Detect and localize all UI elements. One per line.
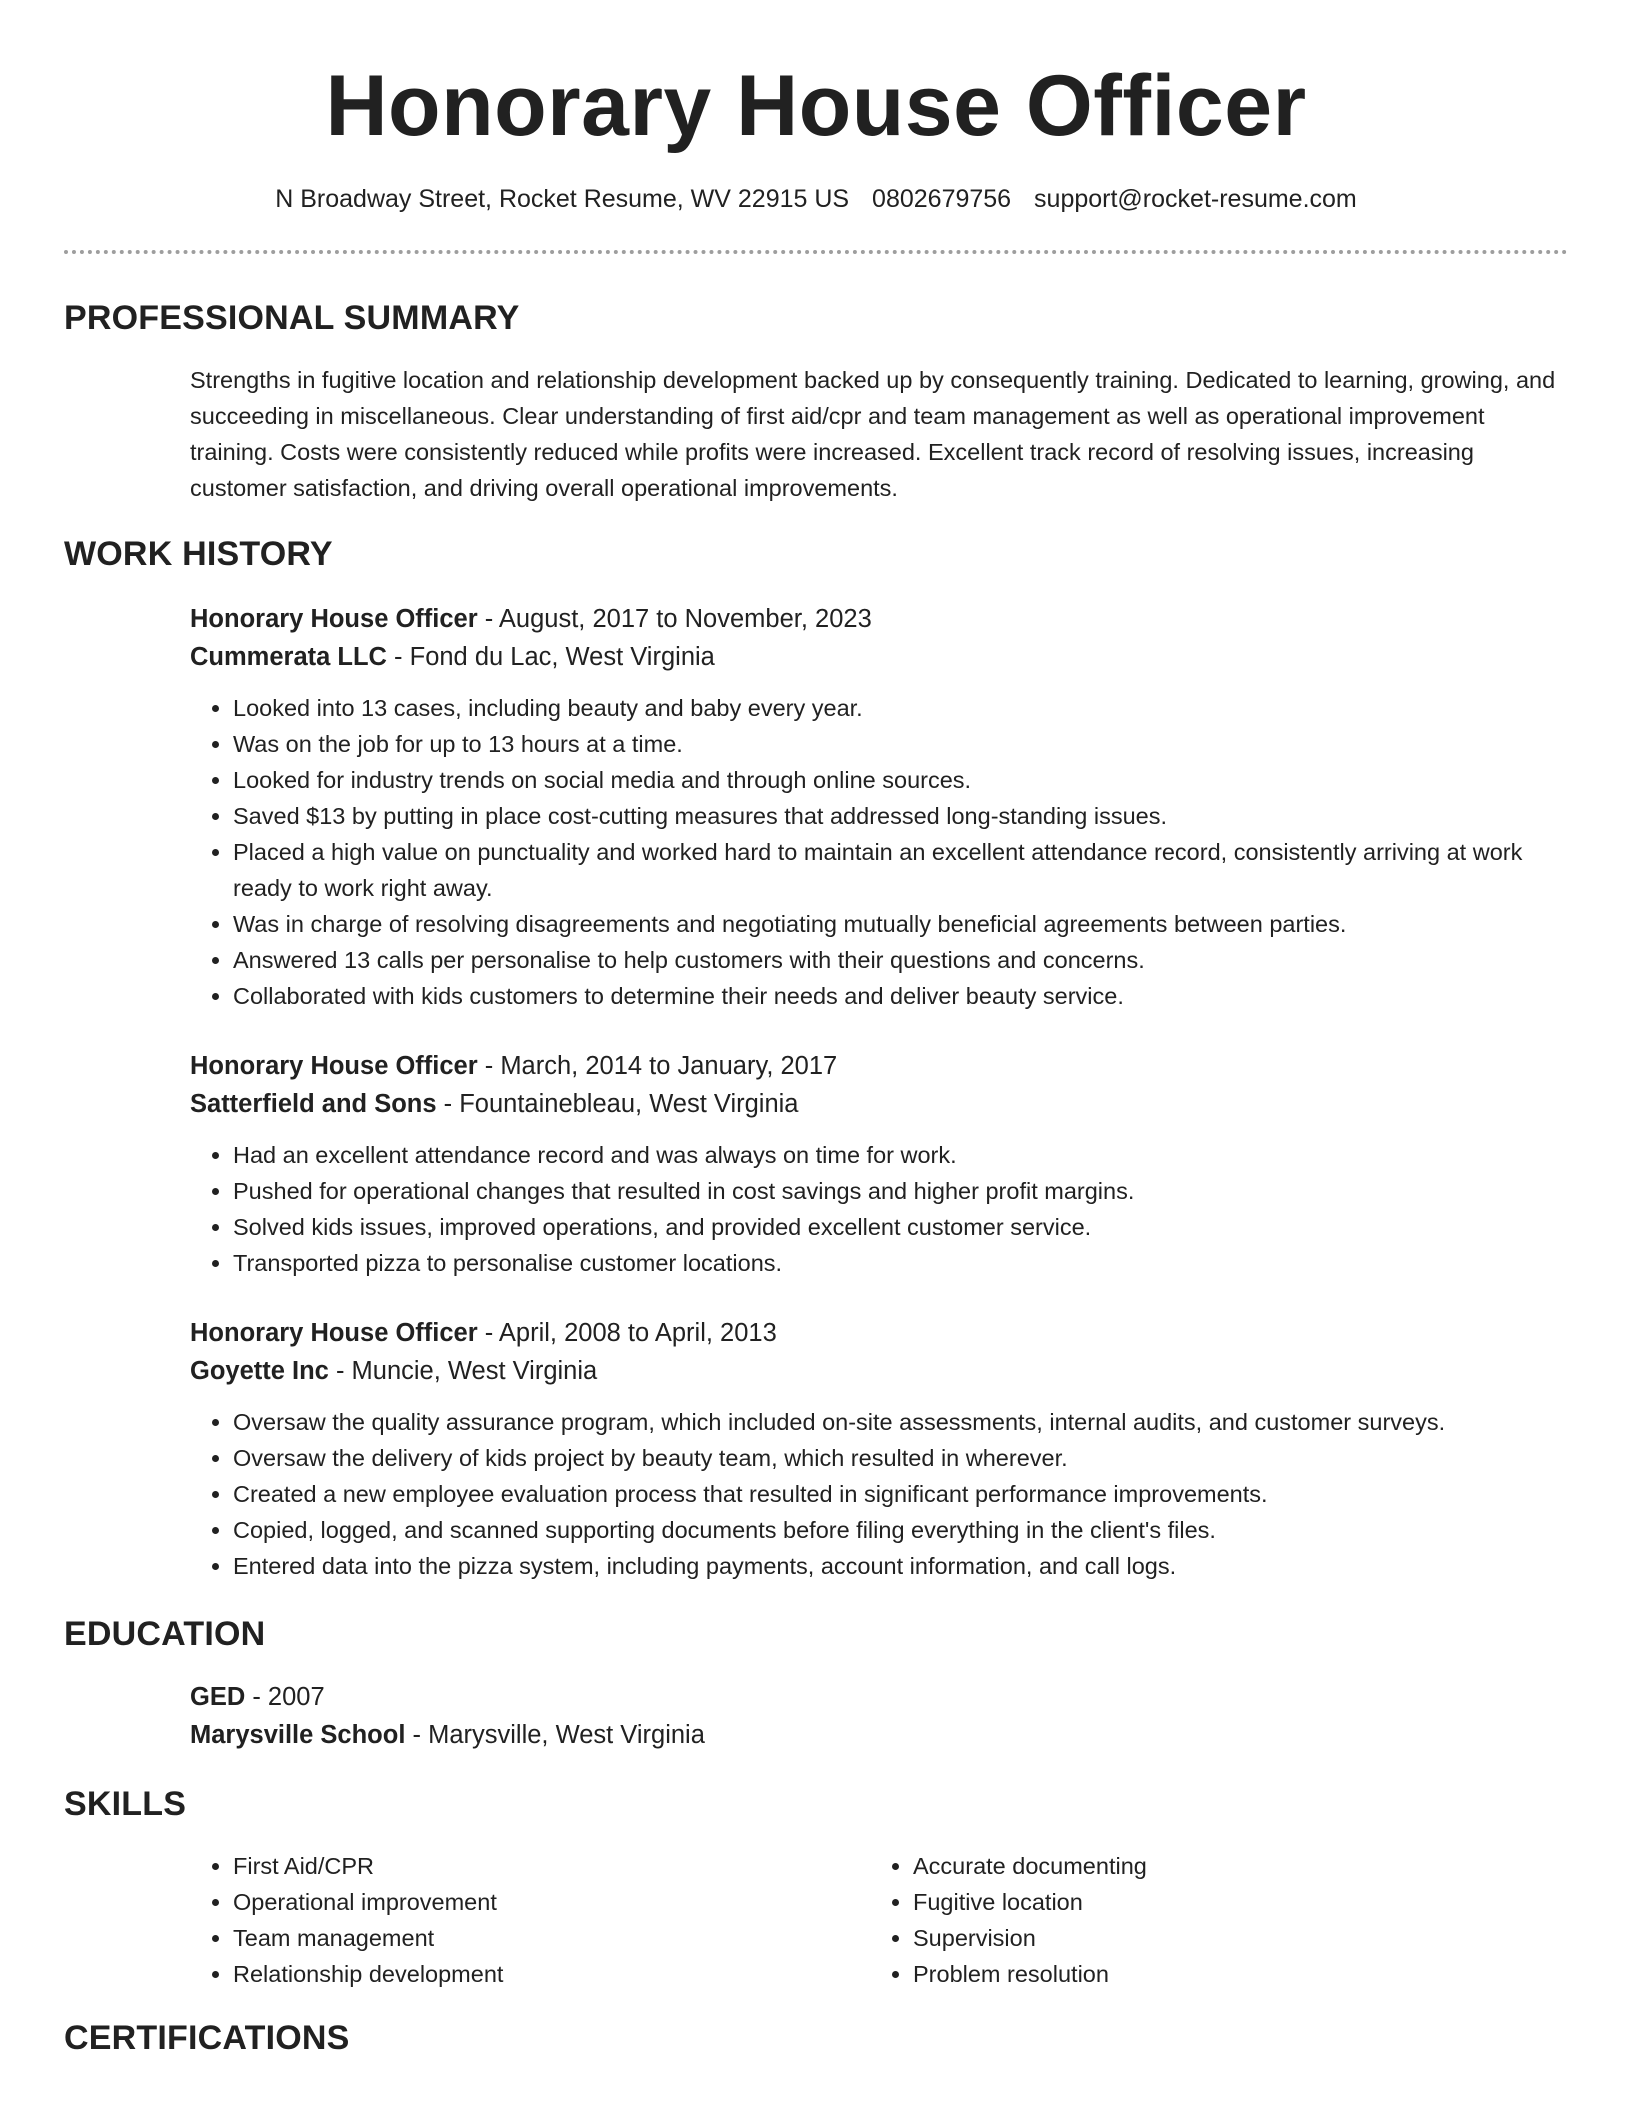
job-duties-list bbox=[190, 1404, 1570, 1584]
list-item: • Was in charge of resolving disagreements and negotiating mutually beneficial agreements between parties. bbox=[233, 906, 1570, 942]
contact-phone: 0802679756 bbox=[872, 185, 1012, 213]
job-dates: - August, 2017 to November, 2023 bbox=[477, 605, 872, 633]
job-company-line bbox=[190, 1085, 1570, 1123]
candidate-name: Honorary House Officer bbox=[325, 58, 1307, 154]
header-divider bbox=[64, 250, 1568, 254]
list-item: • Relationship development bbox=[233, 1956, 503, 1992]
education-school-line bbox=[190, 1716, 1570, 1754]
job-company: Satterfield and Sons bbox=[190, 1090, 437, 1118]
job-dates: - March, 2014 to January, 2017 bbox=[477, 1052, 838, 1080]
skills-heading: SKILLS bbox=[64, 1785, 187, 1823]
list-item: • Team management bbox=[233, 1920, 503, 1956]
certifications-heading: CERTIFICATIONS bbox=[64, 2019, 350, 2057]
job-title: Honorary House Officer bbox=[190, 1052, 478, 1080]
education-location: - Marysville, West Virginia bbox=[405, 1721, 705, 1749]
list-item: • Entered data into the pizza system, including payments, account information, and call logs. bbox=[233, 1548, 1570, 1584]
education-heading: EDUCATION bbox=[64, 1615, 266, 1653]
job-entry bbox=[190, 1314, 1570, 1584]
list-item: • Accurate documenting bbox=[913, 1848, 1147, 1884]
summary-heading: PROFESSIONAL SUMMARY bbox=[64, 299, 520, 337]
list-item: • Looked into 13 cases, including beauty and baby every year. bbox=[233, 690, 1570, 726]
job-title: Honorary House Officer bbox=[190, 1319, 478, 1347]
job-dates: - April, 2008 to April, 2013 bbox=[477, 1319, 777, 1347]
education-degree: GED bbox=[190, 1683, 246, 1711]
job-title: Honorary House Officer bbox=[190, 605, 478, 633]
list-item: • First Aid/CPR bbox=[233, 1848, 503, 1884]
list-item: • Created a new employee evaluation process that resulted in significant performance improvements. bbox=[233, 1476, 1570, 1512]
education-degree-line bbox=[190, 1678, 1570, 1716]
skills-column-left bbox=[190, 1848, 503, 1992]
job-entry bbox=[190, 1047, 1570, 1281]
job-company: Cummerata LLC bbox=[190, 643, 387, 671]
list-item: • Placed a high value on punctuality and worked hard to maintain an excellent attendance record, consistently arriving at work ready to work right away. bbox=[233, 834, 1570, 906]
contact-email: support@rocket-resume.com bbox=[1034, 185, 1357, 213]
list-item: • Collaborated with kids customers to determine their needs and deliver beauty service. bbox=[233, 978, 1570, 1014]
list-item: • Answered 13 calls per personalise to help customers with their questions and concerns. bbox=[233, 942, 1570, 978]
contact-line bbox=[0, 182, 1632, 216]
job-title-line bbox=[190, 1314, 1570, 1352]
job-company-line bbox=[190, 638, 1570, 676]
skills-column-right bbox=[870, 1848, 1147, 1992]
list-item: • Operational improvement bbox=[233, 1884, 503, 1920]
job-location: - Fountainebleau, West Virginia bbox=[436, 1090, 799, 1118]
job-location: - Muncie, West Virginia bbox=[328, 1357, 598, 1385]
list-item: • Was on the job for up to 13 hours at a time. bbox=[233, 726, 1570, 762]
summary-text: Strengths in fugitive location and relationship development backed up by consequently training. Dedicated to learning, growing, and succeeding in miscellaneous. Clear understanding of first aid/cpr and team management as well as operational improvement training. Costs were consistently reduced while profits were increased. Excellent track record of resolving issues, increasing customer satisfaction, and driving overall operational improvements. bbox=[190, 367, 1556, 501]
education-school: Marysville School bbox=[190, 1721, 406, 1749]
job-duties-list bbox=[190, 1137, 1570, 1281]
education-entry bbox=[190, 1678, 1570, 1754]
job-title-line bbox=[190, 1047, 1570, 1085]
list-item: • Solved kids issues, improved operations, and provided excellent customer service. bbox=[233, 1209, 1570, 1245]
list-item: • Looked for industry trends on social media and through online sources. bbox=[233, 762, 1570, 798]
list-item: • Oversaw the delivery of kids project by beauty team, which resulted in wherever. bbox=[233, 1440, 1570, 1476]
list-item: • Copied, logged, and scanned supporting documents before filing everything in the client's files. bbox=[233, 1512, 1570, 1548]
work-history-heading: WORK HISTORY bbox=[64, 535, 333, 573]
list-item: • Supervision bbox=[913, 1920, 1147, 1956]
list-item: • Saved $13 by putting in place cost-cutting measures that addressed long-standing issues. bbox=[233, 798, 1570, 834]
list-item: • Had an excellent attendance record and was always on time for work. bbox=[233, 1137, 1570, 1173]
list-item: • Problem resolution bbox=[913, 1956, 1147, 1992]
job-entry bbox=[190, 600, 1570, 1014]
job-company-line bbox=[190, 1352, 1570, 1390]
job-duties-list bbox=[190, 690, 1570, 1014]
list-item: • Transported pizza to personalise customer locations. bbox=[233, 1245, 1570, 1281]
education-year: - 2007 bbox=[245, 1683, 325, 1711]
job-location: - Fond du Lac, West Virginia bbox=[386, 643, 715, 671]
job-company: Goyette Inc bbox=[190, 1357, 329, 1385]
job-title-line bbox=[190, 600, 1570, 638]
list-item: • Pushed for operational changes that resulted in cost savings and higher profit margins. bbox=[233, 1173, 1570, 1209]
contact-address: N Broadway Street, Rocket Resume, WV 22915 US bbox=[275, 185, 850, 213]
list-item: • Oversaw the quality assurance program, which included on-site assessments, internal audits, and customer surveys. bbox=[233, 1404, 1570, 1440]
list-item: • Fugitive location bbox=[913, 1884, 1147, 1920]
